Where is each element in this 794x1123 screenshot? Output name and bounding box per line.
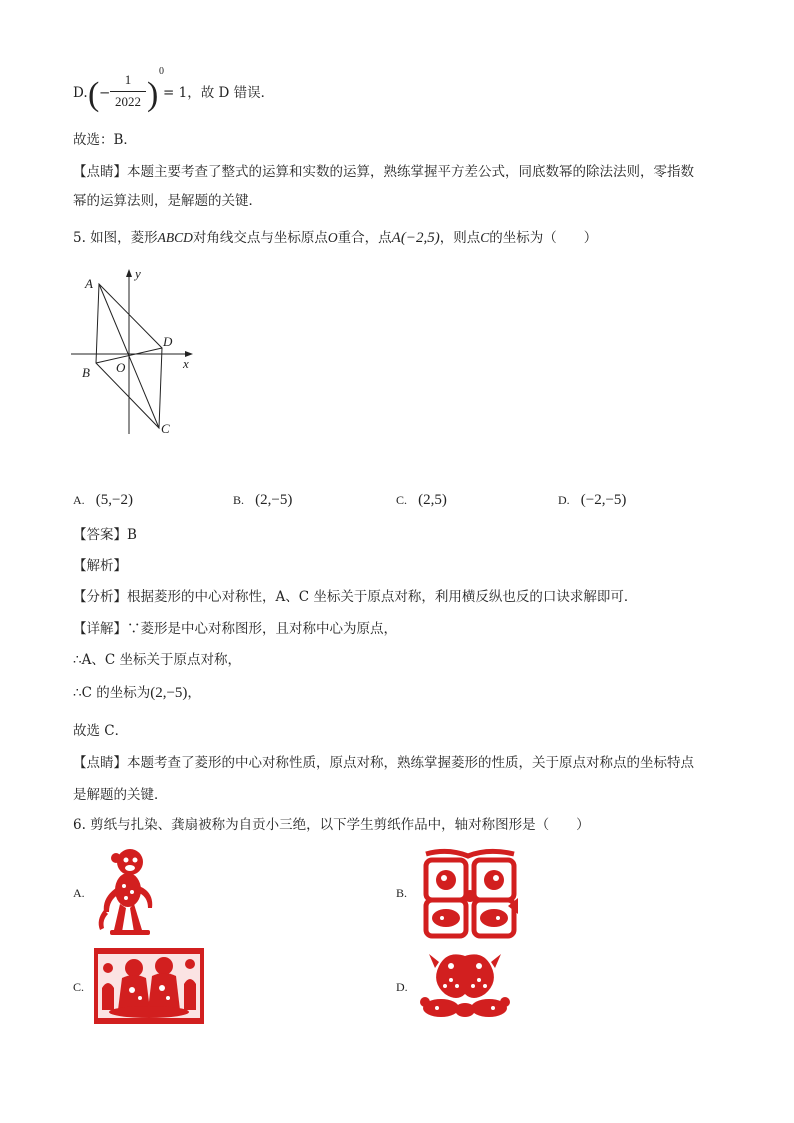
q5-comment-line1 — [73, 754, 694, 772]
q6-stem: 6. 剪纸与扎染、龚扇被称为自贡小三绝，以下学生剪纸作品中，轴对称图形是（ ） — [73, 817, 590, 833]
q5-option-c[interactable] — [396, 489, 447, 509]
option-value: (5,−2) — [95, 492, 133, 508]
q5-step2: ∴A、C 坐标关于原点对称， — [73, 652, 241, 668]
comment1-tag: 【点睛】 — [73, 164, 127, 180]
minus-sign: − — [99, 85, 111, 101]
label-x: x — [183, 356, 189, 371]
q5-comment-line2: 是解题的关键． — [73, 787, 168, 803]
label-a: A — [85, 276, 93, 291]
label-c: C — [161, 421, 170, 436]
right-paren: ) — [147, 76, 159, 113]
option-value: (2,−5) — [255, 492, 293, 508]
option-label: C. — [396, 493, 408, 507]
q5-stem-prefix: 5. 如图，菱形 — [73, 230, 158, 246]
fraction-numerator: 1 — [124, 72, 132, 87]
q5-stem — [73, 229, 597, 247]
q5-abcd: ABCD — [157, 230, 193, 245]
d-line-result: = 1，故 D 错误． — [163, 85, 275, 101]
option-label: A. — [73, 493, 85, 507]
q5-step3 — [73, 684, 201, 702]
comment-text-1: 本题考查了菱形的中心对称性质，原点对称，熟练掌握菱形的性质，关于原点对称点的坐标特点 — [127, 755, 694, 771]
q6-option-d-label[interactable]: D. — [396, 980, 408, 994]
fraction-bar — [110, 91, 146, 92]
q5-answer: 【答案】B — [73, 527, 137, 543]
option-value: (2,5) — [418, 492, 447, 508]
label-o: O — [116, 360, 126, 375]
step3-value: (2,−5) — [150, 685, 188, 701]
step3-prefix: ∴C 的坐标为 — [73, 685, 151, 701]
y-axis-arrow — [126, 269, 132, 277]
exponent: 0 — [159, 66, 164, 77]
q5-stem-mid2: 重合，点 — [337, 230, 392, 246]
q6-option-b-label[interactable]: B. — [396, 886, 408, 900]
q5-option-b[interactable] — [233, 489, 292, 509]
d-option-label: D. — [73, 85, 88, 101]
q5-fenxi — [73, 588, 637, 606]
q5-stem-end: 的坐标为（ ） — [489, 230, 598, 246]
label-d: D — [163, 334, 173, 349]
q5-c: C — [480, 230, 490, 245]
fraction-denominator: 2022 — [115, 94, 141, 109]
q5-o: O — [327, 230, 338, 245]
monkey-papercut-image[interactable] — [92, 848, 162, 938]
q5-option-a[interactable] — [73, 489, 133, 509]
q6-option-c-label[interactable]: C. — [73, 980, 85, 994]
label-y: y — [135, 266, 141, 281]
fenxi-text: 根据菱形的中心对称性，A、C 坐标关于原点对称，利用横反纵也反的口诀求解即可． — [127, 589, 638, 605]
twin-fish-papercut-image[interactable] — [417, 948, 513, 1024]
rhombus-figure — [65, 262, 205, 442]
comment-tag: 【点睛】 — [73, 755, 127, 771]
q5-stem-mid1: 对角线交点与坐标原点 — [192, 230, 328, 246]
q5-point-a: A(−2,5) — [391, 230, 440, 246]
left-paren: ( — [88, 76, 100, 113]
q5-stem-mid3: ，则点 — [439, 230, 481, 246]
fu-character-papercut-image[interactable] — [418, 846, 524, 942]
figures-scene-papercut-image[interactable] — [94, 948, 204, 1024]
label-b: B — [82, 365, 90, 380]
xiangjie-tag: 【详解】 — [73, 621, 127, 637]
comment1-line2: 幂的运算法则，是解题的关键． — [73, 193, 262, 209]
option-label: D. — [558, 493, 570, 507]
option-label: B. — [233, 493, 245, 507]
option-value: (−2,−5) — [580, 492, 627, 508]
comment1-line1 — [73, 163, 694, 181]
q5-xiangjie — [73, 620, 397, 638]
q5-analysis-tag: 【解析】 — [73, 558, 127, 574]
step3-end: ， — [187, 685, 201, 701]
fenxi-tag: 【分析】 — [73, 589, 127, 605]
xiangjie-text: ∵菱形是中心对称图形，且对称中心为原点， — [127, 621, 397, 637]
q5-option-d[interactable] — [558, 489, 626, 509]
comment1-text-1: 本题主要考查了整式的运算和实数的运算，熟练掌握平方差公式，同底数幂的除法法则，零指数 — [127, 164, 694, 180]
choose-b-text: 故选：B． — [73, 132, 137, 148]
q5-choose: 故选 C． — [73, 723, 129, 739]
q6-option-a-label[interactable]: A. — [73, 886, 85, 900]
